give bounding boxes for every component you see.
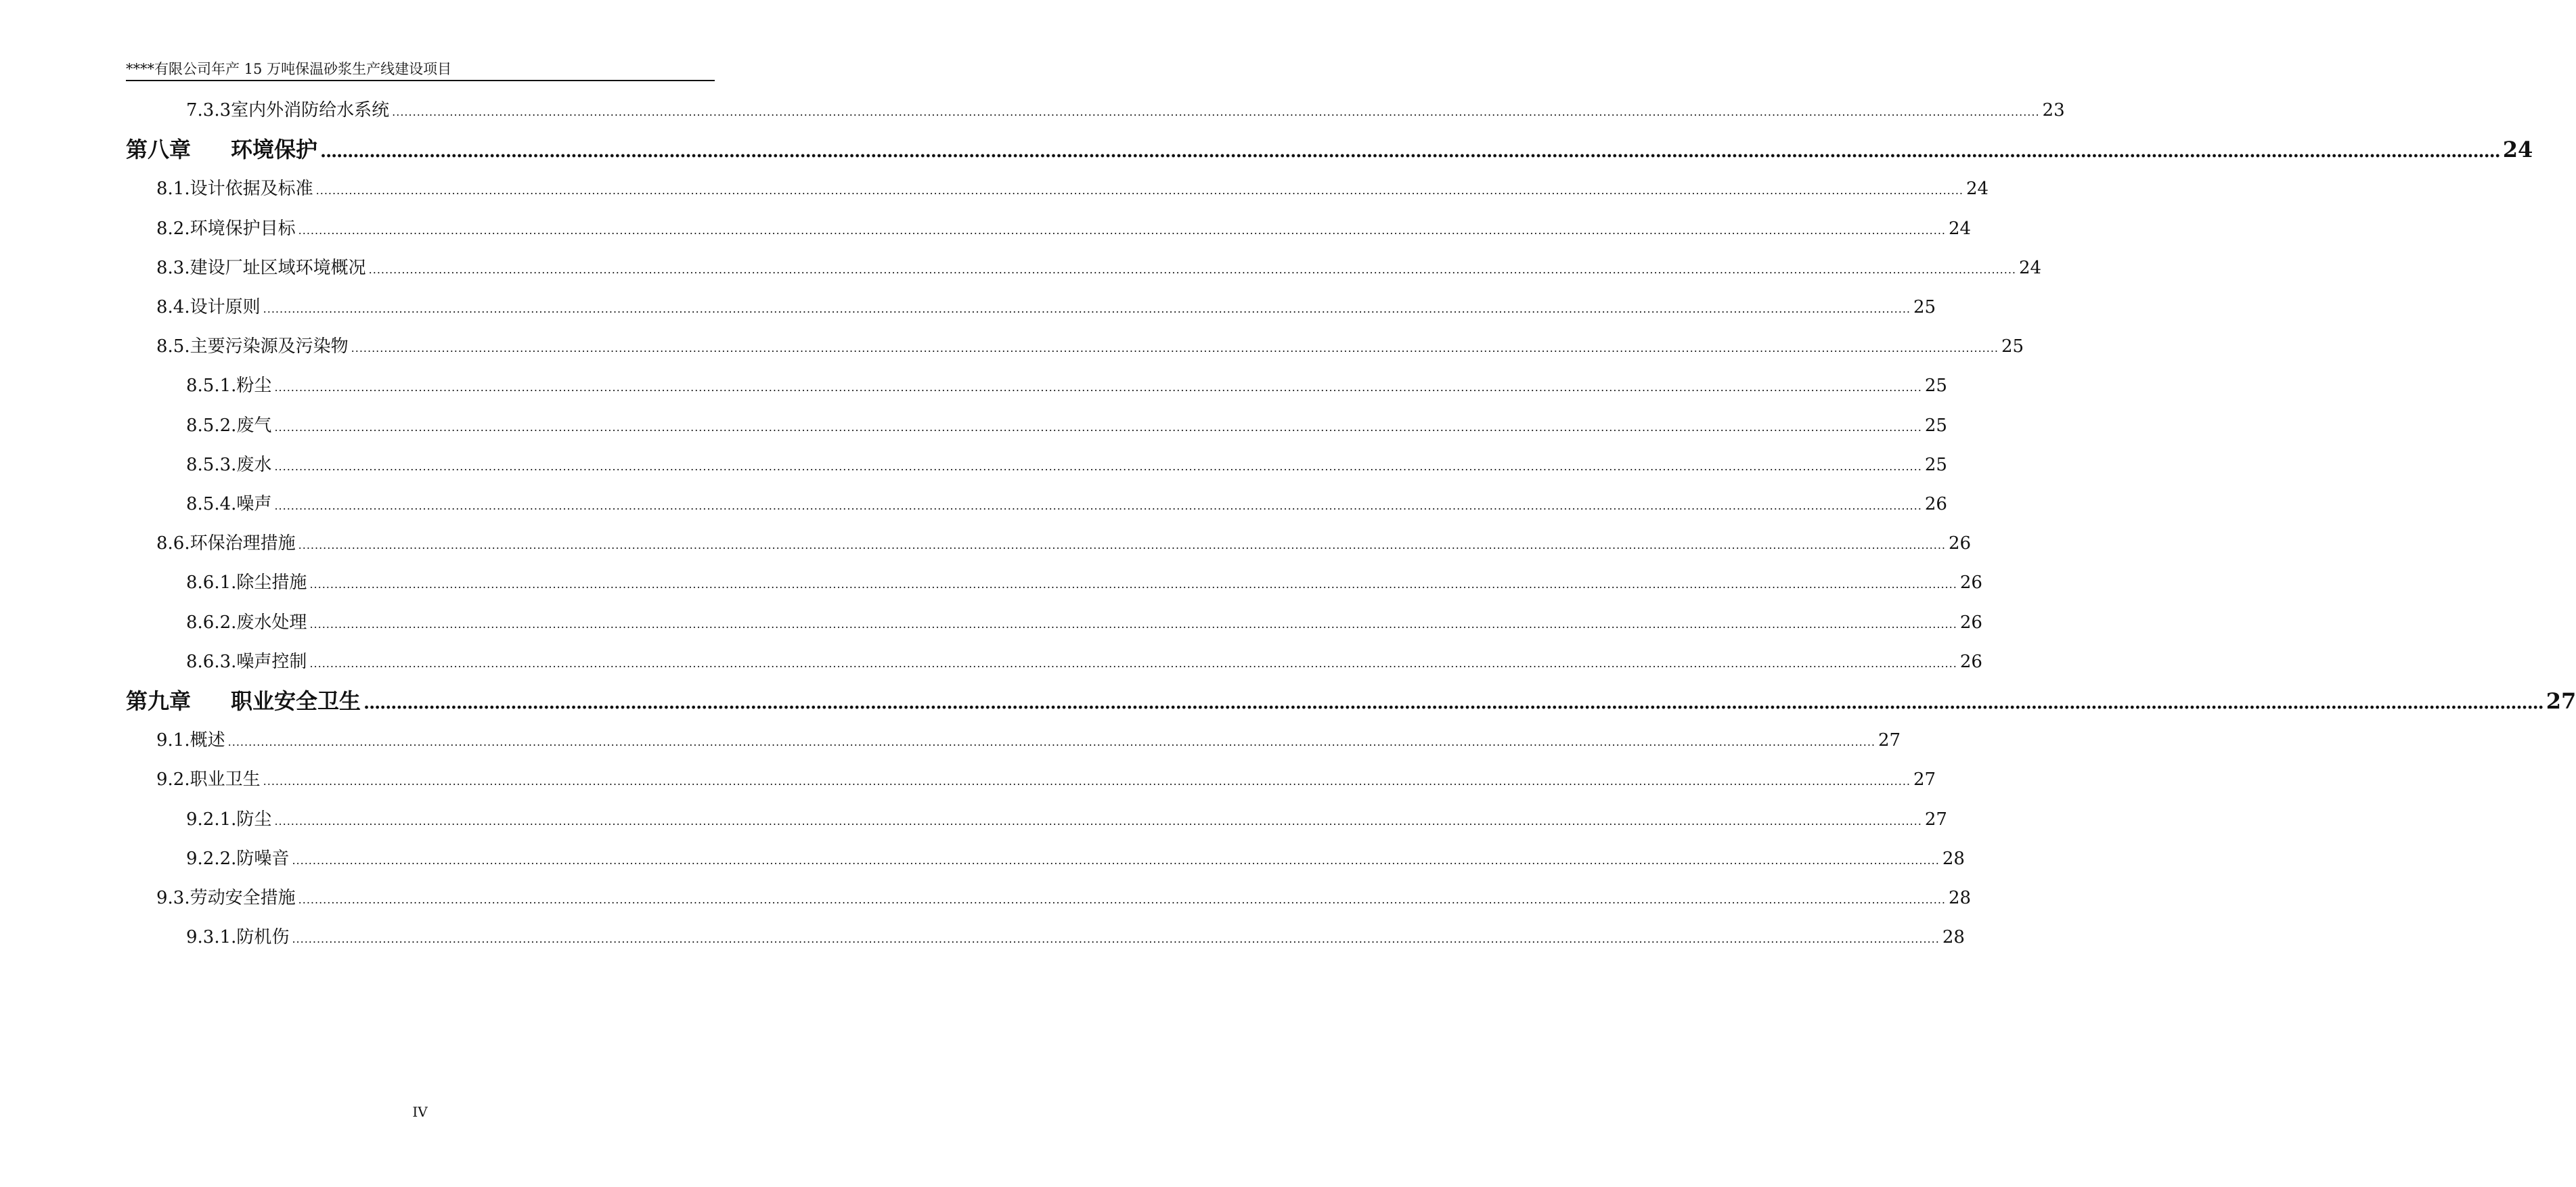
toc-entry-page: 24 xyxy=(1949,219,1972,239)
toc-entry-title: 环境保护目标 xyxy=(190,219,296,239)
toc-entry-page: 28 xyxy=(1942,849,1965,869)
toc-entry-number: 8.5. xyxy=(156,336,190,357)
toc-entry-title: 废气 xyxy=(236,416,272,436)
dot-leader: ................................................................................................................................................................................................................................................................................................................................................................................................................ xyxy=(368,263,2017,276)
toc-entry-page: 28 xyxy=(1949,888,1972,908)
toc-entry[interactable] xyxy=(186,412,1947,439)
toc-entry-title: 粉尘 xyxy=(236,376,272,396)
toc-entry-page: 27 xyxy=(1924,809,1947,830)
toc-entry-title: 设计依据及标准 xyxy=(190,179,313,199)
toc-entry-number: 9.3. xyxy=(156,888,190,908)
toc-entry-page: 24 xyxy=(2019,258,2042,278)
toc-entry-title: 废水 xyxy=(236,455,272,475)
dot-leader: ................................................................................................................................................................................................................................................................................................................................................................................................................ xyxy=(363,693,2544,713)
toc-entry[interactable] xyxy=(186,491,1947,518)
toc-entry[interactable] xyxy=(156,530,1972,557)
toc-entry-page: 26 xyxy=(1959,652,1982,672)
toc-entry[interactable] xyxy=(156,215,1972,242)
toc-entry-number: 8.3. xyxy=(156,258,190,278)
toc-entry-page: 25 xyxy=(1913,297,1936,317)
toc-entry-page: 26 xyxy=(1949,533,1972,554)
toc-entry[interactable] xyxy=(186,372,1947,399)
toc-entry-title: 概述 xyxy=(190,730,225,751)
toc-entry[interactable] xyxy=(186,451,1947,478)
dot-leader: ................................................................................................................................................................................................................................................................................................................................................................................................................ xyxy=(315,184,1964,197)
dot-leader: ................................................................................................................................................................................................................................................................................................................................................................................................................ xyxy=(274,815,1922,828)
toc-entry-title: 主要污染源及污染物 xyxy=(190,336,349,357)
toc-entry-title: 职业卫生 xyxy=(190,769,261,790)
toc-entry-page: 25 xyxy=(1924,376,1947,396)
dot-leader: ................................................................................................................................................................................................................................................................................................................................................................................................................ xyxy=(392,106,2040,118)
toc-entry-number: 8.6.2. xyxy=(186,612,237,633)
toc-entry-page: 26 xyxy=(1959,573,1982,593)
toc-entry-title: 劳动安全措施 xyxy=(190,888,296,908)
toc-entry-title: 室内外消防给水系统 xyxy=(231,100,390,120)
toc-entry-number: 8.6.3. xyxy=(186,652,237,672)
toc-entry-page: 23 xyxy=(2042,100,2065,120)
toc-entry-page: 26 xyxy=(1959,612,1982,633)
toc-entry-number: 8.5.4. xyxy=(186,494,237,514)
toc-entry-number: 9.3.1. xyxy=(186,927,237,947)
toc-entry-title: 建设厂址区域环境概况 xyxy=(190,258,366,278)
toc-entry[interactable] xyxy=(186,845,1965,872)
toc-entry-title: 环保治理措施 xyxy=(190,533,296,554)
toc-entry-number: 9.1. xyxy=(156,730,190,751)
dot-leader: ................................................................................................................................................................................................................................................................................................................................................................................................................ xyxy=(309,578,1957,591)
toc-entry-number: 9.2.1. xyxy=(186,809,237,830)
dot-leader: ................................................................................................................................................................................................................................................................................................................................................................................................................ xyxy=(274,460,1922,473)
toc-entry[interactable] xyxy=(186,569,1982,596)
dot-leader: ................................................................................................................................................................................................................................................................................................................................................................................................................ xyxy=(263,775,1911,788)
toc-entry-title: 职业安全卫生 xyxy=(231,688,361,714)
toc-entry[interactable] xyxy=(186,609,1982,636)
toc-entry-title: 防尘 xyxy=(236,809,272,830)
toc-entry[interactable] xyxy=(156,254,2042,282)
toc-entry-number: 第八章 xyxy=(126,137,192,162)
toc-entry-page: 27 xyxy=(2546,688,2576,714)
toc-chapter-entry[interactable] xyxy=(126,688,2576,715)
running-header: ****有限公司年产 15 万吨保温砂浆生产线建设项目 xyxy=(126,61,452,77)
dot-leader: ................................................................................................................................................................................................................................................................................................................................................................................................................ xyxy=(298,539,1947,552)
toc-entry-title: 除尘措施 xyxy=(236,573,307,593)
dot-leader: ................................................................................................................................................................................................................................................................................................................................................................................................................ xyxy=(274,381,1922,394)
toc-entry-title: 废水处理 xyxy=(236,612,307,633)
toc-entry[interactable] xyxy=(156,766,1936,793)
toc-entry[interactable] xyxy=(156,884,1972,912)
toc-entry-number: 8.5.1. xyxy=(186,376,237,396)
toc-entry-page: 27 xyxy=(1913,769,1936,790)
toc-entry-number: 8.2. xyxy=(156,219,190,239)
dot-leader: ................................................................................................................................................................................................................................................................................................................................................................................................................ xyxy=(309,657,1957,670)
toc-entry[interactable] xyxy=(156,294,1936,321)
toc-entry-title: 环境保护 xyxy=(231,137,318,162)
toc-entry-title: 设计原则 xyxy=(190,297,261,317)
toc-entry-number: 8.6. xyxy=(156,533,190,554)
dot-leader: ................................................................................................................................................................................................................................................................................................................................................................................................................ xyxy=(351,342,1999,355)
dot-leader: ................................................................................................................................................................................................................................................................................................................................................................................................................ xyxy=(292,933,1940,945)
toc-entry-page: 25 xyxy=(1924,455,1947,475)
toc-entry[interactable] xyxy=(186,806,1947,833)
toc-entry-number: 9.2. xyxy=(156,769,190,790)
toc-entry[interactable] xyxy=(156,175,1989,202)
toc-entry-number: 第九章 xyxy=(126,688,192,714)
toc-entry-title: 噪声 xyxy=(236,494,272,514)
toc-entry-number: 8.5.3. xyxy=(186,455,237,475)
toc-entry-title: 防噪音 xyxy=(236,849,290,869)
toc-entry-page: 24 xyxy=(1966,179,1989,199)
toc-entry-page: 26 xyxy=(1924,494,1947,514)
toc-entry[interactable] xyxy=(156,727,1901,754)
dot-leader: ................................................................................................................................................................................................................................................................................................................................................................................................................ xyxy=(320,141,2500,162)
toc-entry-number: 8.4. xyxy=(156,297,190,317)
toc-entry-title: 防机伤 xyxy=(236,927,290,947)
toc-entry-number: 9.2.2. xyxy=(186,849,237,869)
toc-entry-number: 7.3.3 xyxy=(186,100,231,120)
toc-entry-page: 27 xyxy=(1878,730,1901,751)
dot-leader: ................................................................................................................................................................................................................................................................................................................................................................................................................ xyxy=(309,618,1957,631)
page-number: IV xyxy=(412,1104,428,1120)
dot-leader: ................................................................................................................................................................................................................................................................................................................................................................................................................ xyxy=(227,736,1876,748)
toc-entry-number: 8.6.1. xyxy=(186,573,237,593)
dot-leader: ................................................................................................................................................................................................................................................................................................................................................................................................................ xyxy=(298,224,1947,237)
toc-entry-page: 28 xyxy=(1942,927,1965,947)
toc-entry-number: 8.1. xyxy=(156,179,190,199)
toc-entry[interactable] xyxy=(186,924,1965,951)
dot-leader: ................................................................................................................................................................................................................................................................................................................................................................................................................ xyxy=(274,499,1922,512)
dot-leader: ................................................................................................................................................................................................................................................................................................................................................................................................................ xyxy=(274,421,1922,434)
toc-entry[interactable] xyxy=(186,97,2065,124)
toc-entry-page: 25 xyxy=(1924,416,1947,436)
toc-entry-number: 8.5.2. xyxy=(186,416,237,436)
dot-leader: ................................................................................................................................................................................................................................................................................................................................................................................................................ xyxy=(298,893,1947,906)
toc-entry-page: 25 xyxy=(2001,336,2024,357)
toc-entry[interactable] xyxy=(186,648,1982,675)
toc-entry-title: 噪声控制 xyxy=(236,652,307,672)
dot-leader: ................................................................................................................................................................................................................................................................................................................................................................................................................ xyxy=(292,854,1940,867)
dot-leader: ................................................................................................................................................................................................................................................................................................................................................................................................................ xyxy=(263,303,1911,315)
toc-entry[interactable] xyxy=(156,333,2024,360)
toc-entry-page: 24 xyxy=(2502,137,2533,162)
toc-chapter-entry[interactable] xyxy=(126,136,2533,163)
